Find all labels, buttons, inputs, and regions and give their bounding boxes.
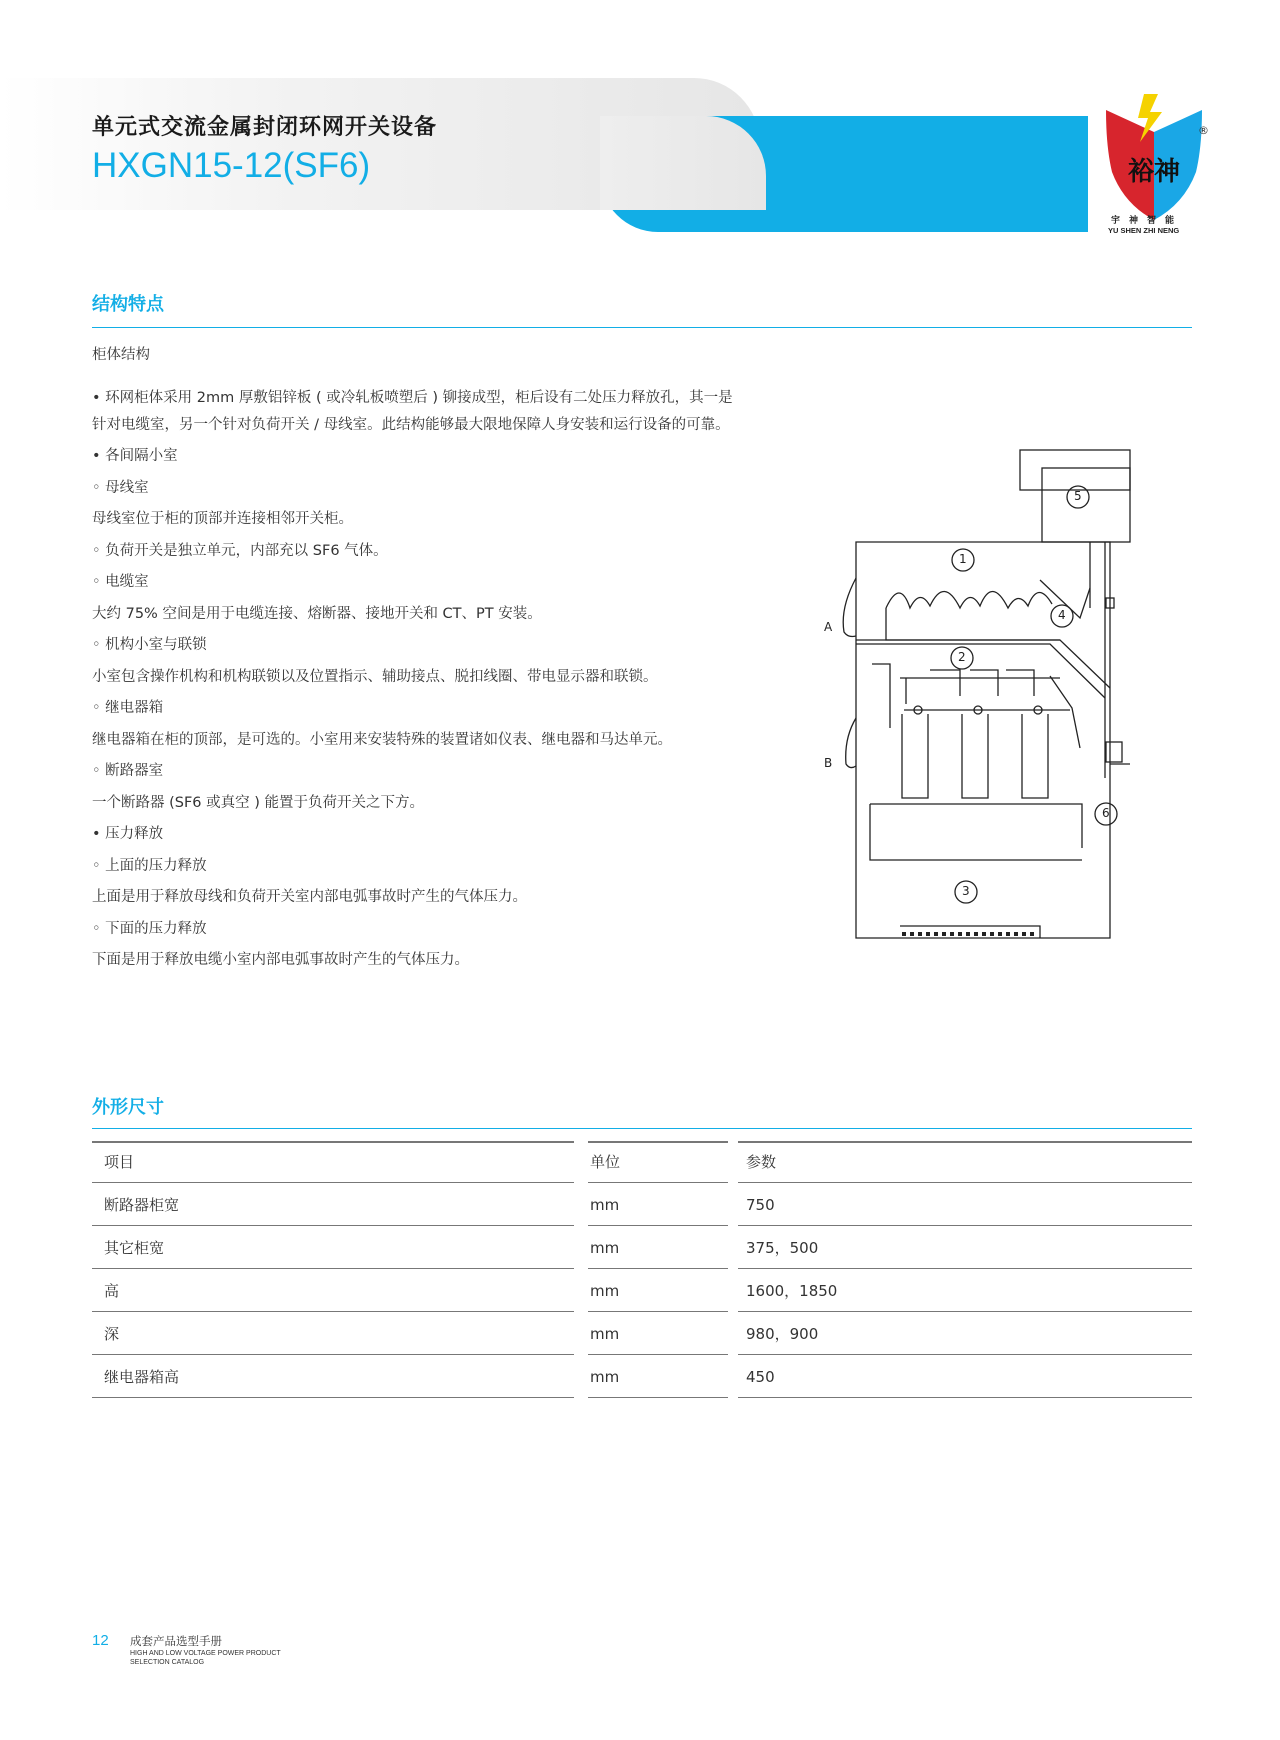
table-cell: 450: [738, 1357, 1192, 1398]
diagram-label: 4: [1058, 608, 1066, 622]
paragraph: 继电器箱在柜的顶部，是可选的。小室用来安装特殊的装置诸如仪表、继电器和马达单元。: [92, 731, 672, 748]
paragraph: ◦ 负荷开关是独立单元，内部充以 SF6 气体。: [92, 542, 388, 559]
table-cell: 继电器箱高: [92, 1357, 574, 1398]
table-cell: 深: [92, 1314, 574, 1355]
paragraph: ◦ 继电器箱: [92, 700, 164, 716]
paragraph: 大约 75% 空间是用于电缆连接、熔断器、接地开关和 CT、PT 安装。: [92, 605, 542, 622]
paragraph: ◦ 断路器室: [92, 763, 164, 779]
paragraph: • 各间隔小室: [92, 448, 178, 464]
catalog-title-en-line1: HIGH AND LOW VOLTAGE POWER PRODUCT: [130, 1650, 281, 1657]
diagram-side-label-b: B: [824, 756, 833, 770]
catalog-title-cn: 成套产品选型手册: [130, 1634, 222, 1648]
table-header-row: [92, 1142, 1192, 1185]
logo-name-cn: 宇神智能: [1111, 216, 1184, 226]
page-title: 单元式交流金属封闭环网开关设备: [92, 115, 438, 140]
section-divider: [92, 327, 1192, 328]
paragraph: ◦ 下面的压力释放: [92, 920, 207, 937]
page-number: 12: [92, 1632, 109, 1649]
column-header: 参数: [738, 1142, 1192, 1183]
paragraph: 母线室位于柜的顶部并连接相邻开关柜。: [92, 511, 353, 527]
table-cell: mm: [588, 1228, 728, 1269]
column-header: 单位: [588, 1142, 728, 1183]
logo-name-en: YU SHEN ZHI NENG: [1108, 226, 1180, 235]
paragraph: 一个断路器 (SF6 或真空 ) 能置于负荷开关之下方。: [92, 794, 425, 811]
subheading-cabinet-structure: 柜体结构: [92, 347, 150, 363]
section-heading-dimensions: 外形尺寸: [92, 1097, 164, 1118]
diagram-label: 2: [958, 650, 966, 664]
table-cell: 其它柜宽: [92, 1228, 574, 1269]
diagram-label: 6: [1102, 806, 1110, 820]
table-row: [92, 1357, 1192, 1400]
section-divider: [92, 1128, 1192, 1129]
table-cell: 980，900: [738, 1314, 1192, 1355]
diagram-side-label-a: A: [824, 620, 833, 634]
paragraph: 下面是用于释放电缆小室内部电弧事故时产生的气体压力。: [92, 952, 469, 968]
catalog-title-en-line2: SELECTION CATALOG: [130, 1659, 205, 1666]
structure-description: [92, 385, 742, 979]
header-banner-overlap: [600, 116, 766, 210]
table-cell: mm: [588, 1314, 728, 1355]
table-row: [92, 1271, 1192, 1314]
diagram-label: 5: [1074, 489, 1082, 503]
logo-glyph-1: 裕神: [1128, 157, 1181, 187]
table-cell: mm: [588, 1357, 728, 1398]
paragraph: • 压力释放: [92, 826, 164, 842]
dimensions-table: [92, 1142, 1192, 1400]
table-row: [92, 1228, 1192, 1271]
table-row: [92, 1185, 1192, 1228]
model-number: HXGN15-12(SF6): [92, 146, 371, 185]
paragraph: ◦ 母线室: [92, 479, 149, 496]
paragraph: ◦ 上面的压力释放: [92, 857, 207, 874]
paragraph: ◦ 电缆室: [92, 574, 149, 590]
cabinet-structure-diagram: [820, 448, 1150, 948]
table-cell: mm: [588, 1185, 728, 1226]
table-cell: 高: [92, 1271, 574, 1312]
paragraph: • 环网柜体采用 2mm 厚敷铝锌板 ( 或冷轧板喷塑后 ) 铆接成型，柜后设有二处压力释放孔，其一是针对电缆室，另一个针对负荷开关 / 母线室。此结构能够最大限地保障人身安装和运行设备的可靠。: [92, 390, 733, 433]
diagram-label: 1: [959, 552, 967, 566]
column-header: 项目: [92, 1142, 574, 1183]
table-cell: 断路器柜宽: [92, 1185, 574, 1226]
table-cell: 750: [738, 1185, 1192, 1226]
diagram-label: 3: [962, 884, 970, 898]
table-cell: mm: [588, 1271, 728, 1312]
table-cell: 375，500: [738, 1228, 1192, 1269]
paragraph: ◦ 机构小室与联锁: [92, 637, 207, 653]
paragraph: 上面是用于释放母线和负荷开关室内部电弧事故时产生的气体压力。: [92, 889, 527, 905]
table-row: [92, 1314, 1192, 1357]
paragraph: 小室包含操作机构和机构联锁以及位置指示、辅助接点、脱扣线圈、带电显示器和联锁。: [92, 668, 658, 685]
section-heading-structure: 结构特点: [92, 294, 164, 315]
table-cell: 1600，1850: [738, 1271, 1192, 1312]
registered-mark: ®: [1198, 124, 1209, 137]
